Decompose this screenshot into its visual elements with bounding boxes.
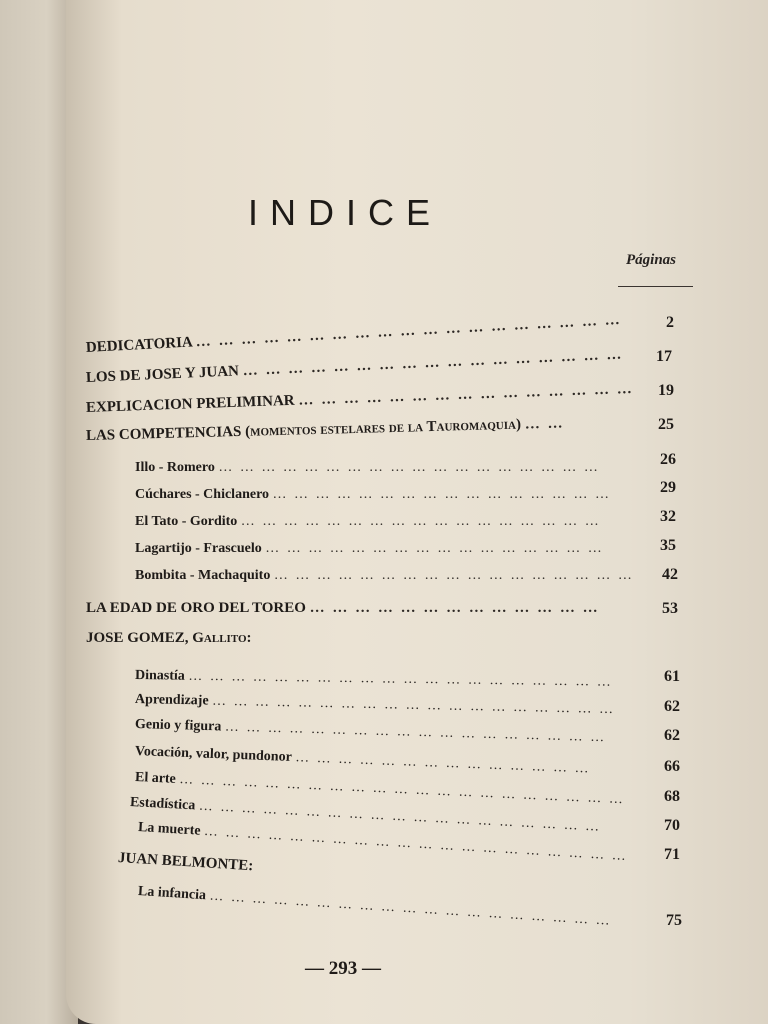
header-rule: [618, 286, 693, 287]
page-number-footer: — 293 —: [305, 958, 381, 979]
toc-entry-la-infancia: La infancia … … … … … … … … … … … … … … … … … … …: [137, 884, 613, 929]
toc-entry-la-muerte: La muerte … … … … … … … … … … … … … … … … … … … …: [137, 820, 629, 865]
toc-entry-jose-gomez: JOSE GOMEZ, Gallito:: [86, 630, 252, 646]
toc-entry-juan-belmonte: JUAN BELMONTE:: [117, 850, 254, 875]
toc-entry-los-de-jose-y-juan: LOS DE JOSE Y JUAN … … … … … … … … … … … … … … … … …: [85, 346, 624, 386]
toc-page-number: 35: [660, 537, 676, 554]
toc-entry-vocacion: Vocación, valor, pundonor … … … … … … … … … … … … … …: [134, 744, 591, 777]
toc-entry-tato-gordito: El Tato - Gordito … … … … … … … … … … … … … … … … …: [135, 514, 601, 529]
toc-page-number: 32: [660, 508, 676, 525]
toc-entry-dedicatoria: DEDICATORIA … … … … … … … … … … … … … … … … … … …: [85, 311, 623, 356]
toc-page-number: 26: [660, 451, 676, 468]
toc-entry-edad-de-oro: LA EDAD DE ORO DEL TOREO … … … … … … … … … … … … …: [86, 600, 600, 616]
pages-column-header: Páginas: [626, 252, 677, 268]
toc-entry-competencias: LAS COMPETENCIAS (momentos estelares de la Tauromaquia) … …: [85, 415, 565, 444]
toc-page-number: 62: [664, 698, 680, 715]
toc-entry-cuchares-chiclanero: Cúchares - Chiclanero … … … … … … … … … … … … … … … …: [135, 487, 612, 502]
toc-page-number: 17: [656, 348, 672, 365]
toc-page-number: 71: [664, 846, 680, 863]
toc-entry-explicacion: EXPLICACION PRELIMINAR … … … … … … … … … … … … … … …: [85, 380, 634, 416]
toc-entry-aprendizaje: Aprendizaje … … … … … … … … … … … … … … … … … … …: [134, 692, 616, 718]
toc-page-number: 19: [658, 382, 674, 399]
toc-page-number: 29: [660, 479, 676, 496]
toc-page-number: 53: [662, 600, 678, 617]
toc-entry-estadistica: Estadística … … … … … … … … … … … … … … … … … … …: [129, 795, 602, 835]
toc-page-number: 61: [664, 668, 680, 685]
toc-page-number: 25: [658, 416, 674, 433]
toc-entry-bombita-machaquito: Bombita - Machaquito … … … … … … … … … … … … … … … … …: [135, 568, 634, 583]
toc-entry-lagartijo-frascuelo: Lagartijo - Frascuelo … … … … … … … … … … … … … … … …: [135, 541, 604, 556]
toc-page-number: 2: [666, 314, 674, 331]
toc-page-number: 70: [664, 817, 680, 834]
toc-entry-illo-romero: Illo - Romero … … … … … … … … … … … … … … … … … …: [135, 460, 600, 475]
toc-page-number: 42: [662, 566, 678, 583]
page-title: INDICE: [248, 192, 443, 233]
toc-page-number: 68: [664, 788, 680, 805]
toc-entry-el-arte: El arte … … … … … … … … … … … … … … … … … … … … …: [134, 770, 626, 808]
toc-entry-genio-y-figura: Genio y figura … … … … … … … … … … … … … … … … … …: [134, 717, 607, 746]
toc-page-number: 66: [664, 758, 680, 775]
toc-page-number: 75: [666, 912, 682, 929]
toc-entry-dinastia: Dinastía … … … … … … … … … … … … … … … … … … … …: [134, 668, 613, 690]
toc-page-number: 62: [664, 727, 680, 744]
